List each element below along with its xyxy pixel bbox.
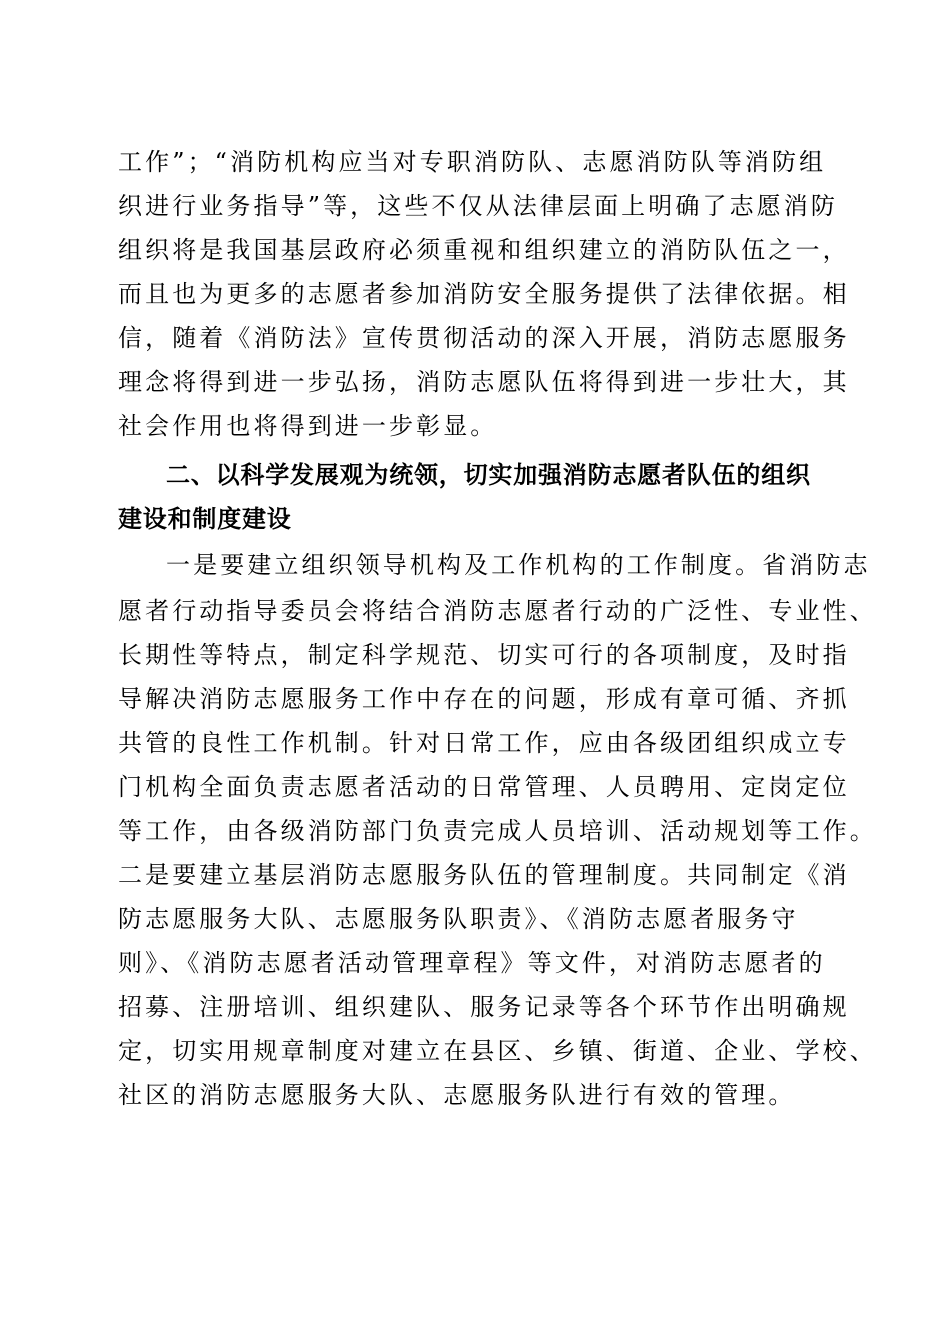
paragraph-line: 二是要建立基层消防志愿服务队伍的管理制度。共同制定《消 <box>118 861 850 889</box>
paragraph-line: 共管的良性工作机制。针对日常工作，应由各级团组织成立专 <box>118 729 850 757</box>
paragraph-line: 等工作，由各级消防部门负责完成人员培训、活动规划等工作。 <box>118 817 877 845</box>
paragraph-line: 社区的消防志愿服务大队、志愿服务队进行有效的管理。 <box>118 1081 796 1109</box>
section-heading: 二、以科学发展观为统领，切实加强消防志愿者队伍的组织 <box>166 461 811 489</box>
paragraph-line: 理念将得到进一步弘扬，消防志愿队伍将得到进一步壮大，其 <box>118 368 850 396</box>
paragraph-line: 则》、《消防志愿者活动管理章程》等文件，对消防志愿者的 <box>118 949 826 977</box>
paragraph-line: 而且也为更多的志愿者参加消防安全服务提供了法律依据。相 <box>118 280 850 308</box>
paragraph-line: 愿者行动指导委员会将结合消防志愿者行动的广泛性、专业性、 <box>118 597 877 625</box>
paragraph-line: 一是要建立组织领导机构及工作机构的工作制度。省消防志 <box>166 551 871 579</box>
paragraph-line: 社会作用也将得到进一步彰显。 <box>118 412 498 440</box>
paragraph-line: 定，切实用规章制度对建立在县区、乡镇、街道、企业、学校、 <box>118 1037 877 1065</box>
paragraph-line: 长期性等特点，制定科学规范、切实可行的各项制度，及时指 <box>118 641 850 669</box>
paragraph-line: 防志愿服务大队、志愿服务队职责》、《消防志愿者服务守 <box>118 905 799 933</box>
paragraph-line: 织进行业务指导”等，这些不仅从法律层面上明确了志愿消防 <box>118 192 838 220</box>
paragraph-line: 导解决消防志愿服务工作中存在的问题，形成有章可循、齐抓 <box>118 685 850 713</box>
paragraph-line: 组织将是我国基层政府必须重视和组织建立的消防队伍之一， <box>118 236 850 264</box>
paragraph-line: 门机构全面负责志愿者活动的日常管理、人员聘用、定岗定位 <box>118 773 850 801</box>
paragraph-line: 工作”；“消防机构应当对专职消防队、志愿消防队等消防组 <box>118 148 827 176</box>
section-heading: 建设和制度建设 <box>118 505 292 533</box>
paragraph-line: 信，随着《消防法》宣传贯彻活动的深入开展，消防志愿服务 <box>118 324 850 352</box>
paragraph-line: 招募、注册培训、组织建队、服务记录等各个环节作出明确规 <box>118 993 850 1021</box>
